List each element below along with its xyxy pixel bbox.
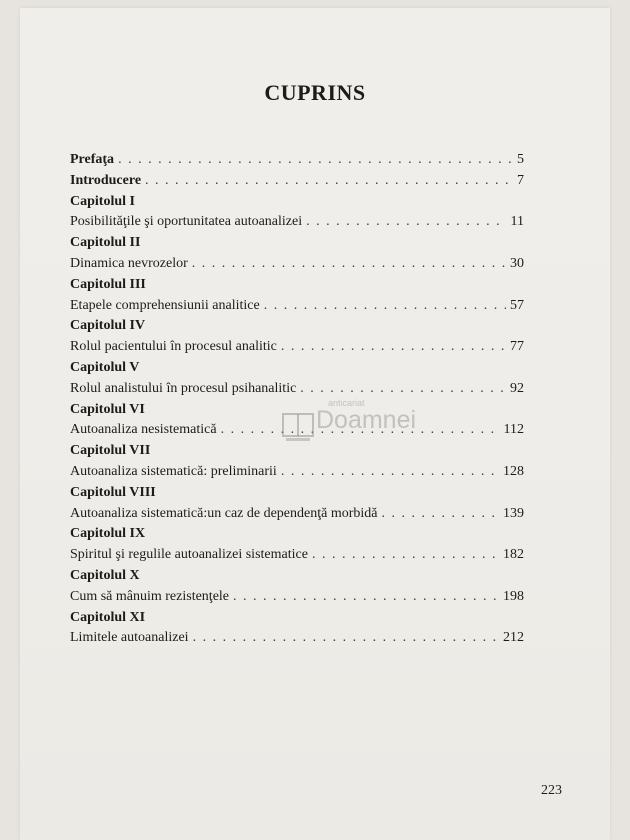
toc-entry-title: Autoanaliza sistematică: preliminarii [70, 463, 277, 479]
toc-entry-page: 128 [503, 463, 524, 479]
chapter-label: Capitolul III [70, 276, 146, 292]
toc-entry-page: 7 [517, 172, 524, 188]
dot-leader [192, 254, 506, 275]
book-page [20, 8, 610, 840]
toc-entry-title: Rolul pacientului în procesul analitic [70, 339, 277, 355]
toc-entry-title: Prefaţa [70, 152, 115, 167]
dot-leader [118, 150, 513, 171]
dot-leader [312, 545, 499, 566]
toc-entry-page: 198 [503, 588, 524, 604]
dot-leader [381, 504, 499, 525]
toc-entry [70, 587, 524, 608]
chapter-label: Capitolul II [70, 235, 141, 251]
toc-entry-page: 212 [503, 630, 524, 646]
watermark [258, 396, 428, 456]
toc-entry-page: 182 [503, 547, 524, 563]
book-icon [280, 408, 316, 442]
chapter-label: Capitolul IV [70, 318, 146, 334]
toc-entry-title: Autoanaliza nesistematică [70, 422, 217, 438]
chapter-label: Capitolul VI [70, 401, 145, 417]
dot-leader [145, 171, 513, 192]
chapter-label: Capitolul X [70, 567, 140, 583]
toc-entry-title: Introducere [70, 172, 142, 188]
page-number: 223 [541, 783, 562, 798]
chapter-label: Capitolul V [70, 359, 140, 375]
toc-entry [70, 545, 524, 566]
chapter-label: Capitolul VIII [70, 484, 156, 500]
toc-entry-title: Dinamica nevrozelor [70, 255, 188, 271]
toc-entry [70, 504, 524, 525]
toc-entry-title: Spiritul şi regulile autoanalizei sistematice [70, 547, 308, 563]
toc-entry-page: 11 [510, 214, 524, 230]
chapter-label: Capitolul IX [70, 526, 146, 542]
toc-entry [70, 171, 524, 192]
chapter-label: Capitolul XI [70, 609, 146, 625]
toc-entry-title: Autoanaliza sistematică:un caz de dependenţă morbidă [70, 505, 378, 521]
toc-entry-page: 77 [510, 339, 524, 355]
dot-leader [306, 212, 506, 233]
toc-entry-title: Etapele comprehensiunii analitice [70, 297, 260, 313]
toc-entry-title: Limitele autoanalizei [70, 630, 189, 646]
toc-entry-page: 30 [510, 255, 524, 271]
toc-entry [70, 296, 524, 317]
toc-entry-page: 92 [510, 380, 524, 396]
toc-entry [70, 628, 524, 649]
dot-leader [233, 587, 499, 608]
toc-entry [70, 254, 524, 275]
toc-entry-title: Posibilităţile şi oportunitatea autoanalizei [70, 214, 303, 230]
chapter-label: Capitolul I [70, 193, 135, 209]
page-title: CUPRINS [264, 80, 366, 105]
watermark-small-text: anticariat [328, 398, 365, 408]
dot-leader [264, 296, 506, 317]
toc-entry-page: 57 [510, 297, 524, 313]
toc-entry-title: Cum să mânuim rezistenţele [70, 588, 230, 604]
dot-leader [281, 462, 499, 483]
dot-leader [193, 628, 499, 649]
toc-entry [70, 337, 524, 358]
toc-entry [70, 462, 524, 483]
dot-leader [281, 337, 506, 358]
watermark-brand-text: Doamnei [316, 406, 417, 434]
toc-entry-page: 5 [517, 152, 524, 167]
toc-entry [70, 150, 524, 171]
toc-entry-page: 112 [503, 422, 524, 438]
toc-entry-page: 139 [503, 505, 524, 521]
toc-entry [70, 212, 524, 233]
chapter-label: Capitolul VII [70, 443, 151, 459]
toc-entry-title: Rolul analistului în procesul psihanalitic [70, 380, 297, 396]
